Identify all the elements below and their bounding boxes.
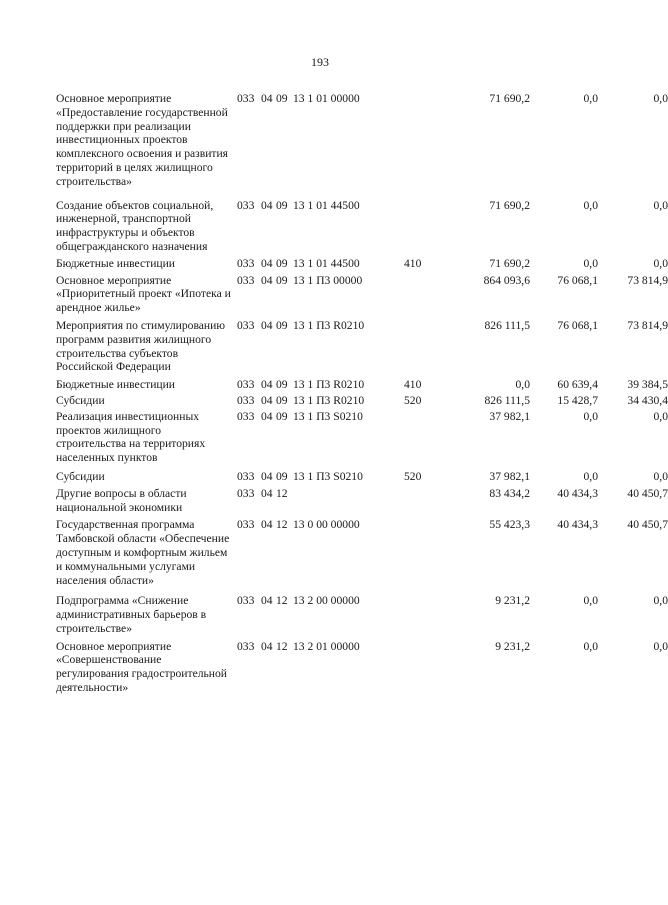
code-csr: 13 2 00 00000 <box>293 594 360 608</box>
code-csr: 13 1 П3 S0210 <box>293 409 363 423</box>
code-pr: 12 <box>276 594 288 608</box>
code-rz: 04 <box>261 198 273 212</box>
table-row <box>56 256 668 271</box>
row-name: Государственная программа Тамбовской области «Обеспечение доступным и комфортным жильем и коммунальными услугами населения области» <box>56 518 230 587</box>
code-vr: 520 <box>404 469 422 483</box>
amount-year-2: 0,0 <box>583 409 598 423</box>
table-row <box>56 639 668 695</box>
code-ved: 033 <box>237 92 255 105</box>
code-csr: 13 1 П3 S0210 <box>293 469 363 483</box>
code-rz: 04 <box>261 594 273 608</box>
table-row <box>56 594 668 635</box>
code-pr: 09 <box>276 393 288 407</box>
amount-year-3: 0,0 <box>653 256 668 270</box>
table-row <box>56 273 668 315</box>
code-rz: 04 <box>261 378 273 392</box>
amount-year-2: 0,0 <box>583 198 598 212</box>
table-row <box>56 378 668 392</box>
amount-year-3: 40 450,7 <box>627 518 668 532</box>
amount-year-1: 826 111,5 <box>484 393 530 407</box>
code-pr: 12 <box>276 639 288 653</box>
code-csr: 13 1 П3 R0210 <box>293 318 365 332</box>
code-ved: 033 <box>237 198 255 212</box>
amount-year-3: 40 450,7 <box>627 486 668 500</box>
amount-year-3: 34 430,4 <box>627 393 668 407</box>
row-name: Бюджетные инвестиции <box>56 256 176 270</box>
row-name: Основное мероприятие «Приоритетный проект «Ипотека и арендное жилье» <box>56 273 231 315</box>
row-name: Другие вопросы в области национальной экономики <box>56 486 187 514</box>
code-ved: 033 <box>237 594 255 608</box>
amount-year-2: 40 434,3 <box>557 518 598 532</box>
code-csr: 13 1 01 44500 <box>293 256 360 270</box>
code-vr: 410 <box>404 256 422 270</box>
code-rz: 04 <box>261 92 273 105</box>
code-ved: 033 <box>237 639 255 653</box>
code-ved: 033 <box>237 256 255 270</box>
amount-year-1: 37 982,1 <box>489 409 530 423</box>
code-rz: 04 <box>261 393 273 407</box>
code-rz: 04 <box>261 318 273 332</box>
row-codes <box>231 640 426 654</box>
code-pr: 09 <box>276 273 288 287</box>
amount-year-3: 73 814,9 <box>627 318 668 332</box>
amount-year-2: 0,0 <box>583 639 598 653</box>
code-pr: 09 <box>276 378 288 392</box>
amount-year-3: 0,0 <box>653 409 668 423</box>
row-codes <box>231 378 426 392</box>
row-name: Подпрограмма «Снижение административных барьеров в строительстве» <box>56 594 207 635</box>
code-ved: 033 <box>237 378 255 392</box>
table-row <box>56 393 668 408</box>
row-name: Бюджетные инвестиции <box>56 378 176 392</box>
code-csr: 13 1 П3 00000 <box>293 273 363 287</box>
amount-year-3: 39 384,5 <box>627 378 668 392</box>
row-codes <box>231 274 426 288</box>
page-number: 193 <box>311 55 329 69</box>
code-vr: 410 <box>404 378 422 392</box>
row-codes <box>231 92 426 106</box>
code-pr: 12 <box>276 486 288 500</box>
code-csr: 13 0 00 00000 <box>293 518 360 532</box>
code-csr: 13 2 01 00000 <box>293 639 360 653</box>
row-name: Субсидии <box>56 469 105 483</box>
amount-year-1: 864 093,6 <box>483 273 530 287</box>
amount-year-2: 0,0 <box>583 469 598 483</box>
amount-year-1: 0,0 <box>515 378 530 392</box>
code-csr: 13 1 П3 R0210 <box>293 378 365 392</box>
amount-year-1: 37 982,1 <box>489 469 530 483</box>
code-rz: 04 <box>261 256 273 270</box>
code-pr: 09 <box>276 409 288 423</box>
code-rz: 04 <box>261 486 273 500</box>
amount-year-1: 71 690,2 <box>489 256 530 270</box>
amount-year-2: 40 434,3 <box>557 486 598 500</box>
amount-year-3: 0,0 <box>653 92 668 105</box>
amount-year-1: 826 111,5 <box>484 318 530 332</box>
amount-year-1: 83 434,2 <box>489 486 530 500</box>
amount-year-2: 60 639,4 <box>557 378 598 392</box>
amount-year-3: 73 814,9 <box>627 273 668 287</box>
row-name: Создание объектов социальной, инженерной, транспортной инфраструктуры и объектов общегражданского назначения <box>56 198 214 253</box>
row-codes <box>231 518 426 532</box>
code-csr: 13 1 01 44500 <box>293 198 360 212</box>
code-ved: 033 <box>237 409 255 423</box>
row-name: Субсидии <box>56 393 105 407</box>
code-rz: 04 <box>261 273 273 287</box>
table-row <box>56 518 668 587</box>
code-ved: 033 <box>237 486 255 500</box>
code-pr: 09 <box>276 92 288 105</box>
code-ved: 033 <box>237 469 255 483</box>
code-pr: 09 <box>276 256 288 270</box>
amount-year-2: 0,0 <box>583 256 598 270</box>
amount-year-3: 0,0 <box>653 198 668 212</box>
code-csr: 13 1 01 00000 <box>293 92 360 105</box>
row-codes <box>231 470 426 484</box>
amount-year-1: 55 423,3 <box>489 518 530 532</box>
amount-year-1: 71 690,2 <box>489 198 530 212</box>
amount-year-3: 0,0 <box>653 594 668 608</box>
code-vr: 520 <box>404 393 422 407</box>
amount-year-1: 9 231,2 <box>495 639 530 653</box>
row-codes <box>231 594 426 608</box>
amount-year-2: 76 068,1 <box>557 273 598 287</box>
row-codes <box>231 199 426 213</box>
table-row <box>56 198 668 254</box>
code-ved: 033 <box>237 393 255 407</box>
code-ved: 033 <box>237 318 255 332</box>
row-name: Основное мероприятие «Предоставление государственной поддержки при реализации инвестиционных проектов комплексного освоения и развития территорий в целях жилищного строительства» <box>56 92 229 188</box>
table-row <box>56 469 668 484</box>
budget-table <box>56 92 668 695</box>
table-row <box>56 318 668 374</box>
code-ved: 033 <box>237 273 255 287</box>
amount-year-1: 71 690,2 <box>489 92 530 105</box>
table-row <box>56 92 668 189</box>
row-codes <box>231 410 426 424</box>
row-name: Реализация инвестиционных проектов жилищного строительства на территориях населенных пунктов <box>56 409 206 465</box>
code-rz: 04 <box>261 409 273 423</box>
amount-year-2: 0,0 <box>583 594 598 608</box>
code-pr: 09 <box>276 318 288 332</box>
row-codes <box>231 319 426 333</box>
code-pr: 12 <box>276 518 288 532</box>
row-name: Мероприятия по стимулированию программ развития жилищного строительства субъектов Российской Федерации <box>56 318 225 374</box>
code-csr: 13 1 П3 R0210 <box>293 393 365 407</box>
code-ved: 033 <box>237 518 255 532</box>
amount-year-2: 76 068,1 <box>557 318 598 332</box>
code-rz: 04 <box>261 518 273 532</box>
amount-year-2: 0,0 <box>583 92 598 105</box>
amount-year-1: 9 231,2 <box>495 594 530 608</box>
amount-year-2: 15 428,7 <box>557 393 598 407</box>
code-rz: 04 <box>261 469 273 483</box>
table-row <box>56 486 668 515</box>
amount-year-3: 0,0 <box>653 639 668 653</box>
row-codes <box>231 257 426 271</box>
code-rz: 04 <box>261 639 273 653</box>
row-codes <box>231 487 426 501</box>
row-codes <box>231 394 426 408</box>
table-row <box>56 409 668 465</box>
row-name: Основное мероприятие «Совершенствование регулирования градостроительной деятельности» <box>56 639 228 695</box>
code-pr: 09 <box>276 198 288 212</box>
code-pr: 09 <box>276 469 288 483</box>
amount-year-3: 0,0 <box>653 469 668 483</box>
